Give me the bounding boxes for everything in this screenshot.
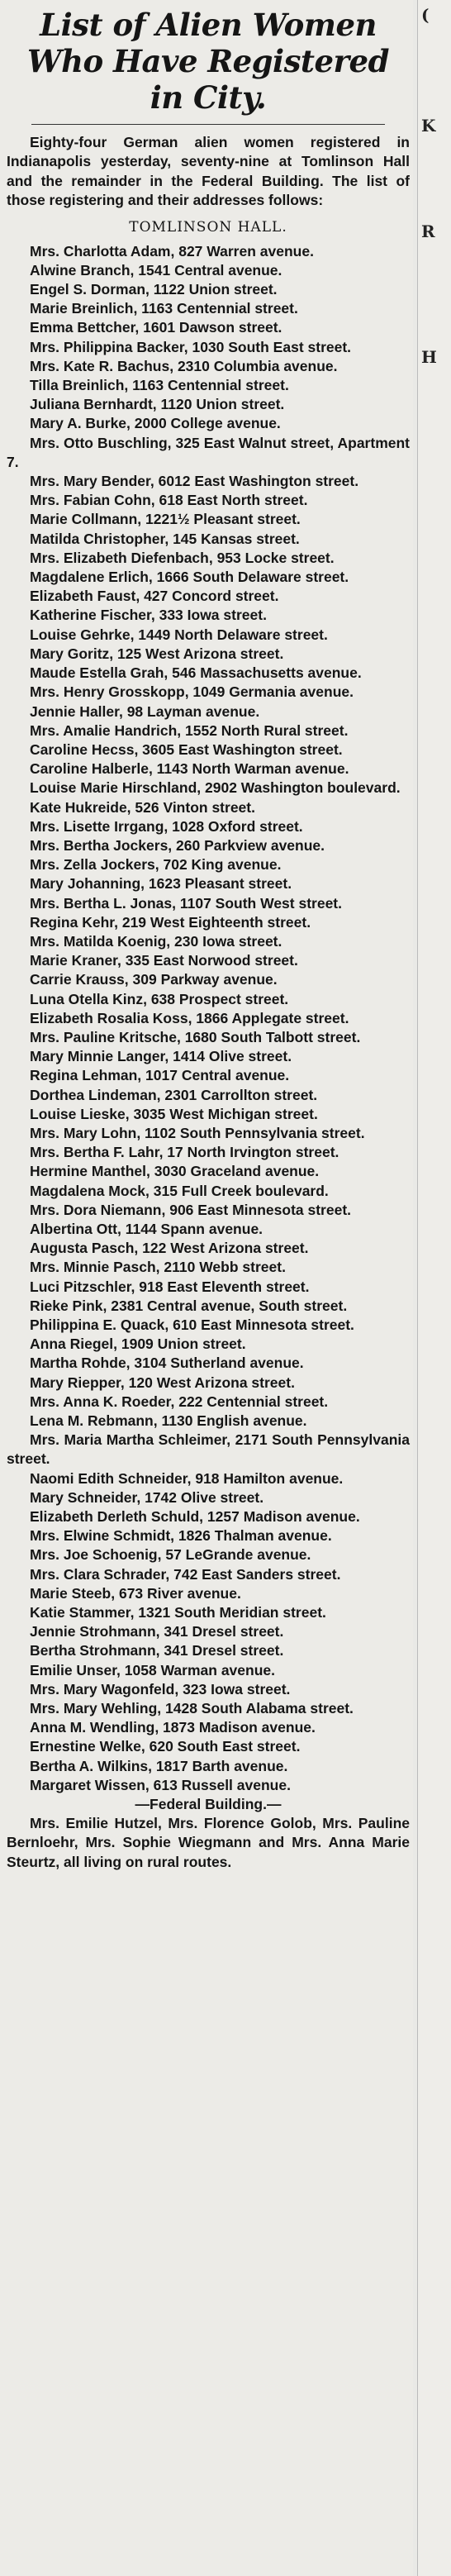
edge-glyph: ( <box>421 5 430 25</box>
registrant-entry: Margaret Wissen, 613 Russell avenue. <box>30 1776 291 1793</box>
article-lede: Eighty-four German alien women registered in Indianapolis yesterday, seventy-nine at Tomlinson Hall and the remainder in the Federal Building. The list of those registering and their addresses follows: <box>7 134 410 209</box>
registrant-entry: Emilie Unser, 1058 Warman avenue. <box>30 1661 275 1678</box>
registrant-entry: Marie Collmann, 1221½ Pleasant street. <box>30 511 301 528</box>
registrant-entry: Dorthea Lindeman, 2301 Carrollton street. <box>30 1086 318 1103</box>
registrant-entry: Caroline Halberle, 1143 North Warman avenue. <box>30 760 349 778</box>
registrant-entry: Anna M. Wendling, 1873 Madison avenue. <box>30 1719 316 1736</box>
registrant-entry: Mrs. Bertha Jockers, 260 Parkview avenue. <box>30 836 325 854</box>
registrant-entry: Mrs. Zella Jockers, 702 King avenue. <box>30 856 282 874</box>
registrant-entry: Caroline Hecss, 3605 East Washington street. <box>30 740 343 758</box>
registrant-entry: Elizabeth Faust, 427 Concord street. <box>30 588 279 605</box>
registrant-entry: Martha Rohde, 3104 Sutherland avenue. <box>30 1355 304 1372</box>
registrant-entry: Augusta Pasch, 122 West Arizona street. <box>30 1240 309 1257</box>
registrant-entry: Marie Steeb, 673 River avenue. <box>30 1584 241 1602</box>
registrant-entry: Mrs. Dora Niemann, 906 East Minnesota street. <box>30 1201 352 1218</box>
registrant-entry: Elizabeth Rosalia Koss, 1866 Applegate street. <box>30 1009 349 1026</box>
registrant-entry: Mrs. Mary Wagonfeld, 323 Iowa street. <box>30 1680 291 1697</box>
edge-glyph: H <box>421 347 437 367</box>
registrant-entry: Magdalene Erlich, 1666 South Delaware street. <box>30 569 349 586</box>
registrant-entry: Mrs. Mary Lohn, 1102 South Pennsylvania street. <box>30 1124 365 1141</box>
registrant-entry: Mrs. Minnie Pasch, 2110 Webb street. <box>30 1259 286 1276</box>
registrant-entry: Mrs. Elwine Schmidt, 1826 Thalman avenue. <box>30 1527 332 1545</box>
registrant-entry: Mrs. Pauline Kritsche, 1680 South Talbott street. <box>30 1028 361 1045</box>
registrant-entry: Rieke Pink, 2381 Central avenue, South street. <box>30 1297 348 1314</box>
registrant-entry: Tilla Breinlich, 1163 Centennial street. <box>30 377 289 394</box>
registrant-entry: Mrs. Lisette Irrgang, 1028 Oxford street. <box>30 817 303 835</box>
registrant-entry: Mary A. Burke, 2000 College avenue. <box>30 415 281 432</box>
section-heading-tomlinson-hall: TOMLINSON HALL. <box>129 218 287 236</box>
registrant-entry: Mrs. Philippina Backer, 1030 South East street. <box>30 338 352 355</box>
registrant-entry: Mrs. Mary Wehling, 1428 South Alabama street. <box>30 1700 354 1717</box>
registrant-entry: Jennie Haller, 98 Layman avenue. <box>30 702 260 720</box>
edge-glyph: K <box>421 116 436 136</box>
registrant-entry: Albertina Ott, 1144 Spann avenue. <box>30 1220 263 1237</box>
registrant-entry: Anna Riegel, 1909 Union street. <box>30 1336 246 1353</box>
section-heading-federal-building: —Federal Building.— <box>135 1796 282 1813</box>
registrant-entry: Mrs. Bertha F. Lahr, 17 North Irvington street. <box>30 1144 339 1161</box>
registrant-entry: Mrs. Maria Martha Schleimer, 2171 South Pennsylvania street. <box>7 1431 410 1468</box>
registrant-entry: Juliana Bernhardt, 1120 Union street. <box>30 396 285 413</box>
registrant-entry: Mrs. Mary Bender, 6012 East Washington street. <box>30 473 359 490</box>
registrant-entry: Regina Lehman, 1017 Central avenue. <box>30 1067 290 1084</box>
registrant-entry: Marie Breinlich, 1163 Centennial street. <box>30 300 298 317</box>
registrant-entry: Luna Otella Kinz, 638 Prospect street. <box>30 990 289 1007</box>
registrant-entry: Elizabeth Derleth Schuld, 1257 Madison avenue. <box>30 1508 360 1526</box>
article-headline: List of Alien Women Who Have Registered in City. <box>27 7 389 116</box>
registrant-entry: Katie Stammer, 1321 South Meridian street. <box>30 1604 326 1621</box>
registrant-entry: Hermine Manthel, 3030 Graceland avenue. <box>30 1163 320 1180</box>
registrant-entry: Mary Schneider, 1742 Olive street. <box>30 1488 264 1506</box>
registrant-entry: Philippina E. Quack, 610 East Minnesota street. <box>30 1317 354 1333</box>
registrant-entry: Mrs. Charlotta Adam, 827 Warren avenue. <box>30 242 314 260</box>
registrant-entry: Katherine Fischer, 333 Iowa street. <box>30 607 267 624</box>
registrant-entry: Mary Johanning, 1623 Pleasant street. <box>30 875 292 893</box>
registrant-entry: Mrs. Fabian Cohn, 618 East North street. <box>30 492 308 509</box>
registrant-entry: Mrs. Bertha L. Jonas, 1107 South West street. <box>30 894 342 912</box>
registrant-entry: Emma Bettcher, 1601 Dawson street. <box>30 319 282 336</box>
registrant-entry: Naomi Edith Schneider, 918 Hamilton avenue. <box>30 1469 344 1487</box>
registrant-entry: Louise Lieske, 3035 West Michigan street. <box>30 1105 318 1122</box>
registrant-entry: Engel S. Dorman, 1122 Union street. <box>30 281 278 298</box>
headline-rule <box>31 124 385 125</box>
registrant-entry: Luci Pitzschler, 918 East Eleventh street. <box>30 1278 310 1295</box>
registrant-entry: Carrie Krauss, 309 Parkway avenue. <box>30 971 278 988</box>
edge-glyph: R <box>421 221 435 241</box>
registrant-entry: Mary Minnie Langer, 1414 Olive street. <box>30 1048 292 1065</box>
registrant-entry: Mrs. Amalie Handrich, 1552 North Rural street. <box>30 721 349 739</box>
federal-building-registrants: Mrs. Emilie Hutzel, Mrs. Florence Golob, Mrs. Pauline Bernloehr, Mrs. Sophie Wiegmann and Mrs. Anna Marie Steurtz, all living on rural routes. <box>7 1815 410 1870</box>
registrant-entry: Mrs. Clara Schrader, 742 East Sanders street. <box>30 1565 341 1583</box>
registrant-entry: Magdalena Mock, 315 Full Creek boulevard. <box>30 1182 329 1199</box>
registrant-entry: Mrs. Henry Grosskopp, 1049 Germania avenue. <box>30 683 354 701</box>
registrant-entry: Matilda Christopher, 145 Kansas street. <box>30 530 300 547</box>
registrant-entry: Kate Hukreide, 526 Vinton street. <box>30 798 255 816</box>
registrant-entry: Alwine Branch, 1541 Central avenue. <box>30 261 282 279</box>
registrant-entry: Ernestine Welke, 620 South East street. <box>30 1738 301 1755</box>
registrant-entry: Mrs. Joe Schoenig, 57 LeGrande avenue. <box>30 1546 311 1564</box>
registrant-entry: Mary Riepper, 120 West Arizona street. <box>30 1374 295 1391</box>
registrant-entry: Regina Kehr, 219 West Eighteenth street. <box>30 913 311 931</box>
registrant-list <box>7 242 410 1795</box>
registrant-entry: Mrs. Matilda Koenig, 230 Iowa street. <box>30 932 282 950</box>
registrant-entry: Mrs. Otto Buschling, 325 East Walnut street, Apartment 7. <box>7 434 410 470</box>
registrant-entry: Bertha A. Wilkins, 1817 Barth avenue. <box>30 1757 288 1774</box>
registrant-entry: Bertha Strohmann, 341 Dresel street. <box>30 1642 284 1659</box>
registrant-entry: Mrs. Elizabeth Diefenbach, 953 Locke street. <box>30 549 335 566</box>
registrant-entry: Lena M. Rebmann, 1130 English avenue. <box>30 1412 307 1430</box>
registrant-entry: Louise Gehrke, 1449 North Delaware street. <box>30 626 328 643</box>
registrant-entry: Mary Goritz, 125 West Arizona street. <box>30 645 284 662</box>
registrant-entry: Mrs. Anna K. Roeder, 222 Centennial street. <box>30 1393 329 1410</box>
registrant-entry: Jennie Strohmann, 341 Dresel street. <box>30 1623 284 1640</box>
registrant-entry: Marie Kraner, 335 East Norwood street. <box>30 952 298 969</box>
registrant-entry: Louise Marie Hirschland, 2902 Washington boulevard. <box>30 779 401 797</box>
registrant-entry: Maude Estella Grah, 546 Massachusetts avenue. <box>30 664 362 682</box>
registrant-entry: Mrs. Kate R. Bachus, 2310 Columbia avenue. <box>30 357 338 374</box>
adjacent-column-edge <box>417 0 451 2576</box>
